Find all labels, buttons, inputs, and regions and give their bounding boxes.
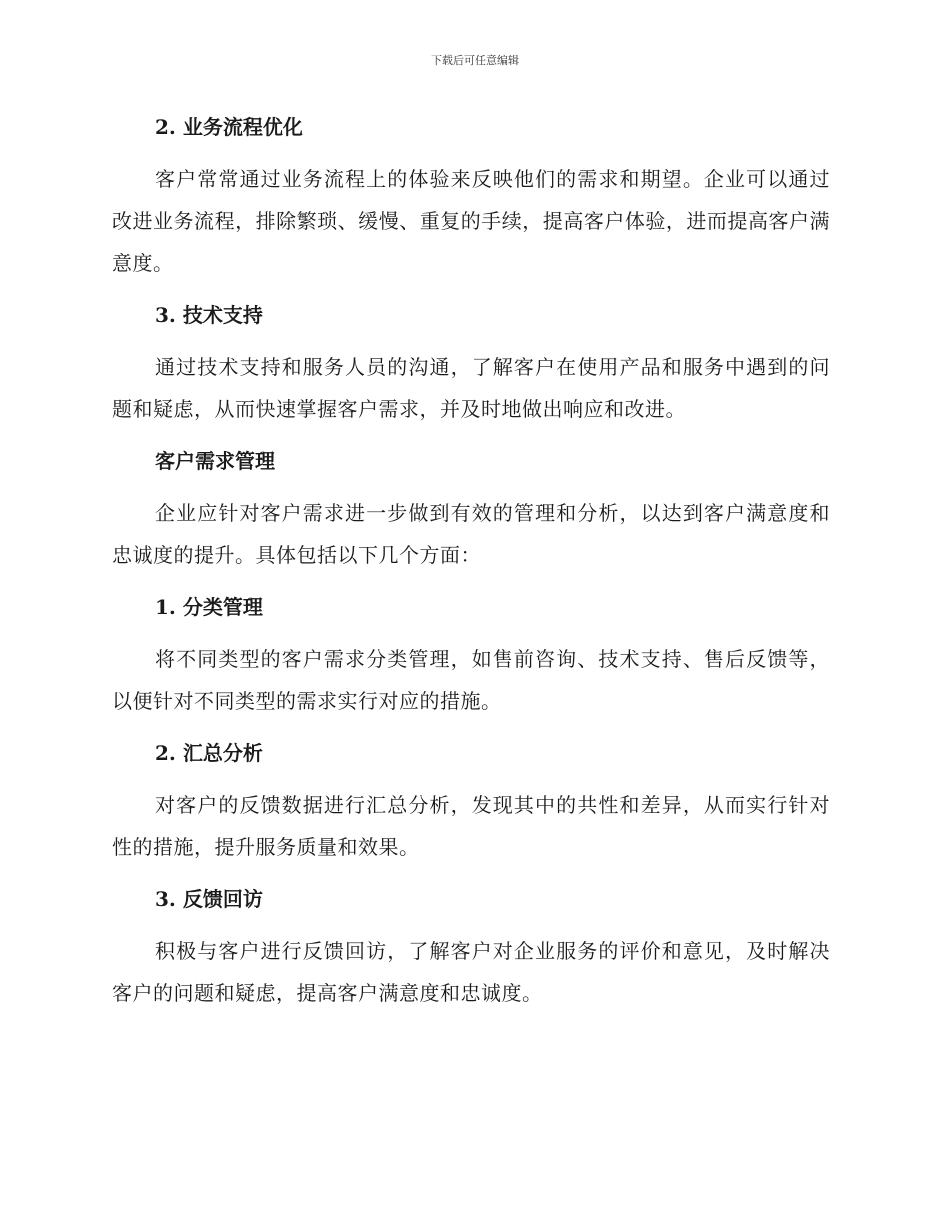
document-body [112,106,830,1024]
section-paragraph-feedback-visit: 积极与客户进行反馈回访，了解客户对企业服务的评价和意见，及时解决客户的问题和疑虑，提高客户满意度和忠诚度。 [112,939,830,1005]
page-header: 下载后可任意编辑 [431,54,519,67]
section-paragraph-process-optimization: 客户常常通过业务流程上的体验来反映他们的需求和期望。企业可以通过改进业务流程，排除繁琐、缓慢、重复的手续，提高客户体验，进而提高客户满意度。 [112,167,830,275]
section-heading-demand-management: 客户需求管理 [155,449,275,473]
section-paragraph-tech-support: 通过技术支持和服务人员的沟通，了解客户在使用产品和服务中遇到的问题和疑虑，从而快速掌握客户需求，并及时地做出响应和改进。 [112,355,830,421]
section-paragraph-demand-management: 企业应针对客户需求进一步做到有效的管理和分析，以达到客户满意度和忠诚度的提升。具体包括以下几个方面： [112,501,830,567]
section-paragraph-summary-analysis: 对客户的反馈数据进行汇总分析，发现其中的共性和差异，从而实行针对性的措施，提升服务质量和效果。 [112,793,830,859]
section-paragraph-classification: 将不同类型的客户需求分类管理，如售前咨询、技术支持、售后反馈等，以便针对不同类型的需求实行对应的措施。 [112,647,830,713]
section-heading-classification: 1. 分类管理 [155,595,263,619]
section-heading-feedback-visit: 3. 反馈回访 [155,887,263,911]
section-heading-tech-support: 3. 技术支持 [155,303,263,327]
section-heading-summary-analysis: 2. 汇总分析 [155,741,263,765]
section-heading-process-optimization: 2. 业务流程优化 [155,115,303,139]
